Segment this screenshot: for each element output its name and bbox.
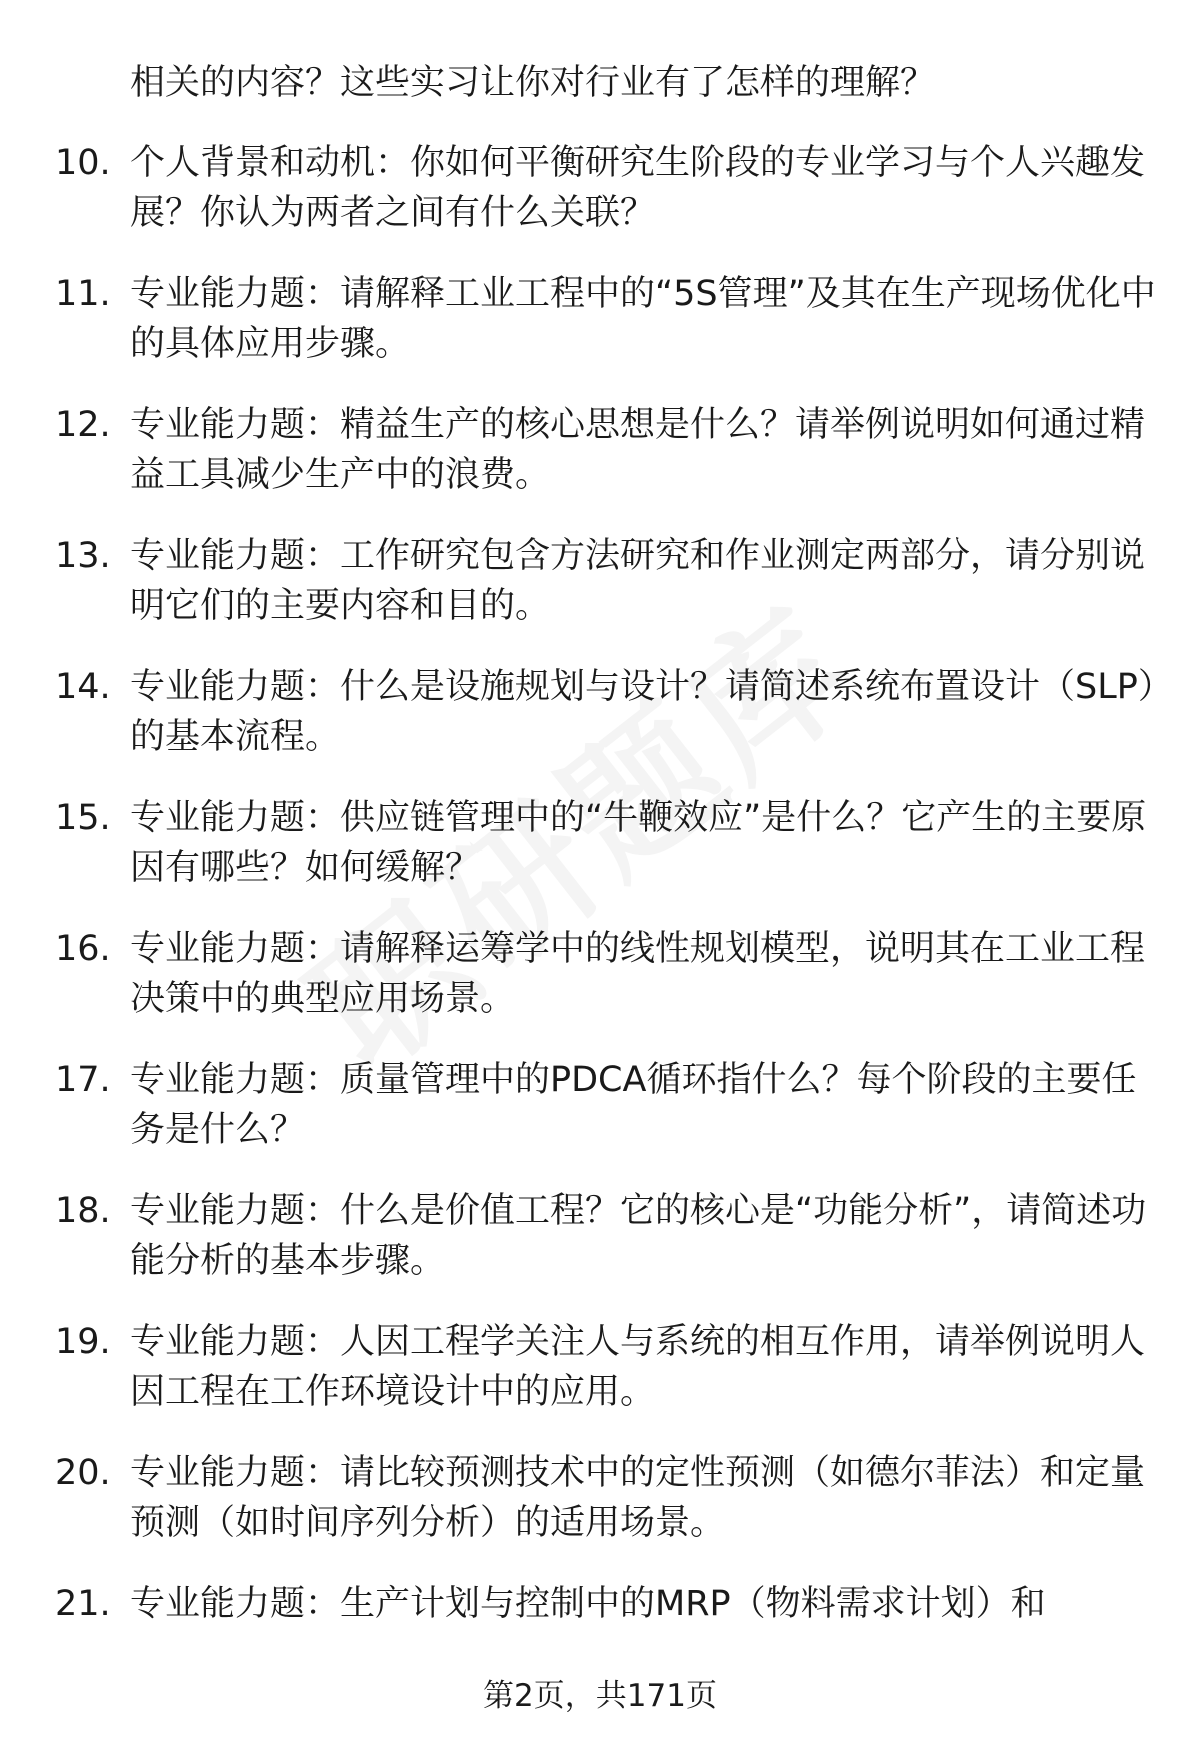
list-item: [0, 1186, 1200, 1317]
question-number: 16.: [55, 929, 111, 969]
question-text: 专业能力题：精益生产的核心思想是什么？请举例说明如何通过精益工具减少生产中的浪费。: [130, 405, 1146, 495]
list-item: [0, 1055, 1200, 1186]
question-text: 专业能力题：工作研究包含方法研究和作业测定两部分，请分别说明它们的主要内容和目的。: [130, 536, 1146, 626]
question-text: 专业能力题：人因工程学关注人与系统的相互作用，请举例说明人因工程在工作环境设计中的应用。: [130, 1322, 1146, 1412]
question-text: 专业能力题：请解释运筹学中的线性规划模型，说明其在工业工程决策中的典型应用场景。: [130, 929, 1146, 1019]
list-item: [0, 269, 1200, 400]
question-list: [0, 138, 1200, 1710]
list-item: [0, 531, 1200, 662]
question-number: 20.: [55, 1453, 111, 1493]
list-item: [0, 924, 1200, 1055]
question-text: 专业能力题：质量管理中的PDCA循环指什么？每个阶段的主要任务是什么？: [130, 1060, 1137, 1150]
question-text: 专业能力题：请解释工业工程中的“5S管理”及其在生产现场优化中的具体应用步骤。: [130, 274, 1156, 364]
question-text: 专业能力题：什么是价值工程？它的核心是“功能分析”，请简述功能分析的基本步骤。: [130, 1191, 1147, 1281]
question-text: 专业能力题：供应链管理中的“牛鞭效应”是什么？它产生的主要原因有哪些？如何缓解？: [130, 798, 1147, 888]
question-number: 15.: [55, 798, 111, 838]
question-text: 专业能力题：请比较预测技术中的定性预测（如德尔菲法）和定量预测（如时间序列分析）的适用场景。: [130, 1453, 1146, 1543]
question-number: 19.: [55, 1322, 111, 1362]
question-text: 个人背景和动机：你如何平衡研究生阶段的专业学习与个人兴趣发展？你认为两者之间有什么关联？: [130, 143, 1146, 233]
list-item: [0, 138, 1200, 269]
list-item: [0, 400, 1200, 531]
page-footer: 第2页，共171页: [483, 1678, 717, 1714]
intro-text: 相关的内容？这些实习让你对行业有了怎样的理解？: [130, 63, 936, 103]
question-number: 18.: [55, 1191, 111, 1231]
list-item: [0, 1448, 1200, 1579]
list-item: [0, 793, 1200, 924]
question-text: 专业能力题：什么是设施规划与设计？请简述系统布置设计（SLP）的基本流程。: [130, 667, 1156, 757]
question-text: 专业能力题：生产计划与控制中的MRP（物料需求计划）和: [130, 1584, 1046, 1624]
list-item: [0, 662, 1200, 793]
question-number: 12.: [55, 405, 111, 445]
question-number: 21.: [55, 1584, 111, 1624]
question-number: 14.: [55, 667, 111, 707]
question-number: 10.: [55, 143, 111, 183]
question-number: 11.: [55, 274, 111, 314]
list-item: [0, 1317, 1200, 1448]
question-number: 17.: [55, 1060, 111, 1100]
question-number: 13.: [55, 536, 111, 576]
